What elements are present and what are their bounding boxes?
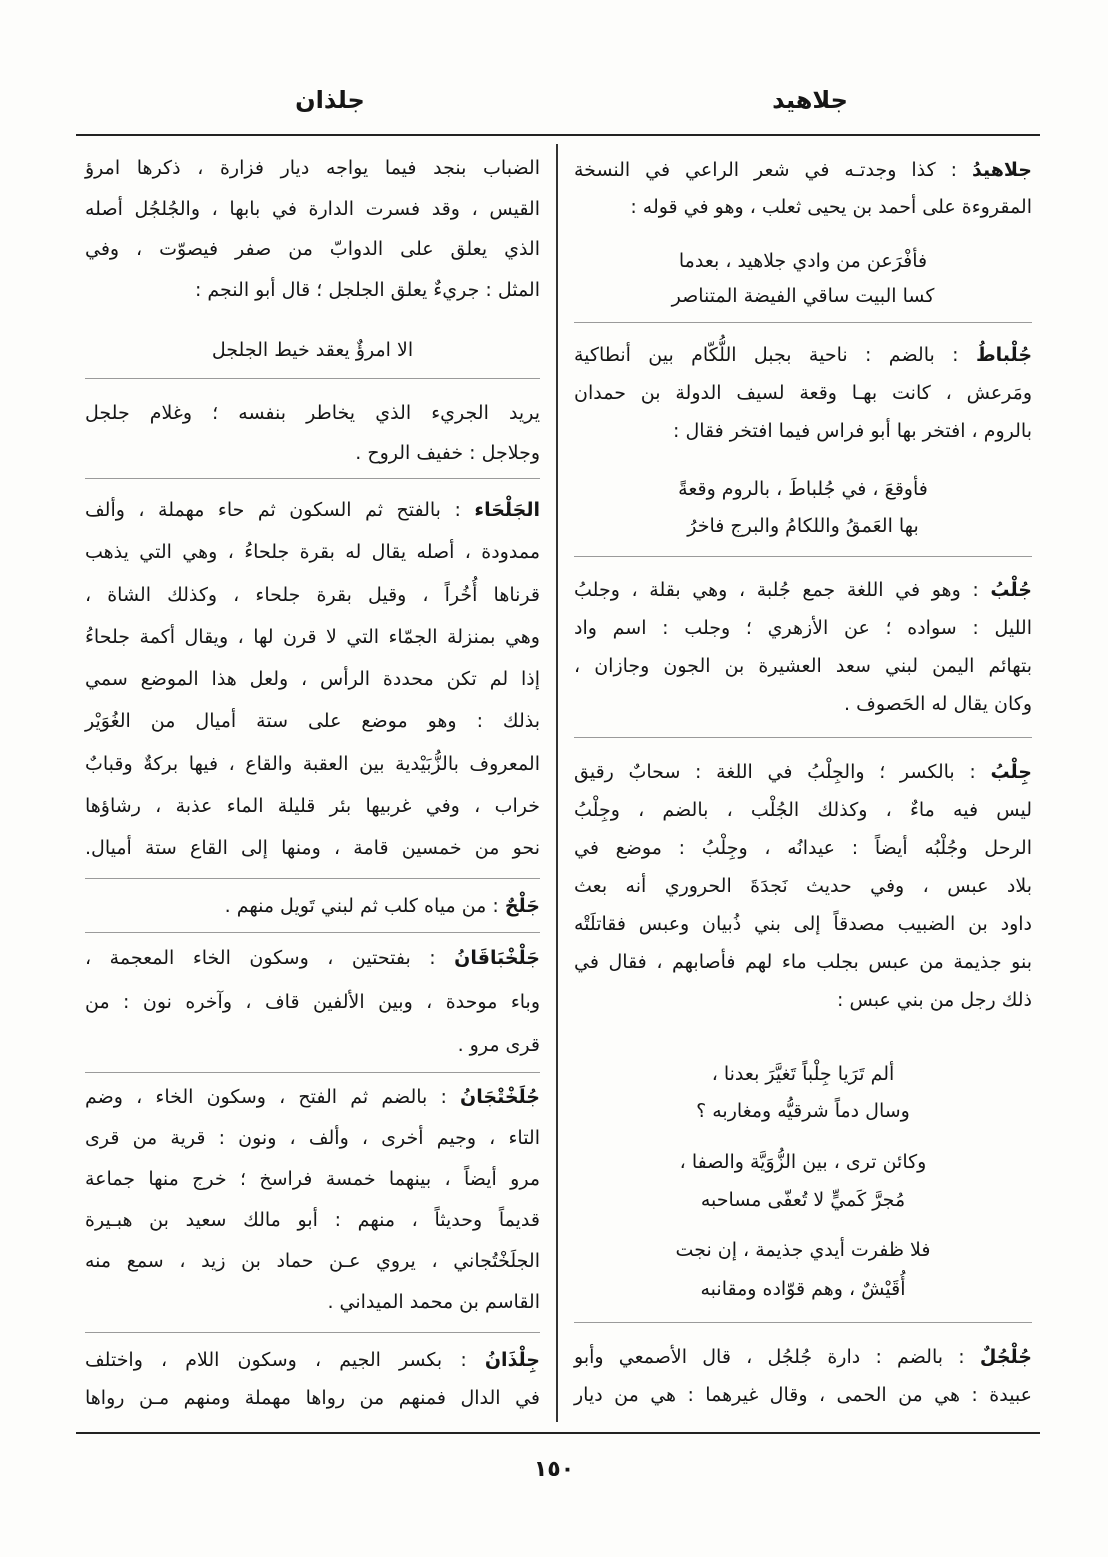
verse-line: فأفْرَعن من وادي جلاهيد ، بعدما xyxy=(678,250,928,272)
entry-line: الذي يعلق على الدوابّ من صفر فيصوّت ، وفي xyxy=(85,238,540,260)
verse-line: ألم تَرَيا جِلْباً تَغيَّرَ بعدنا ، xyxy=(711,1063,895,1085)
entry-line: الرحل وجُلْبُه أيضاً : عيدانُه ، وجِلْبُ : موضع في xyxy=(574,837,1032,859)
entry-text: : بالضم : ناحية بجبل اللُّكّام بين أنطاكية xyxy=(574,344,959,366)
entry-line xyxy=(574,753,1032,791)
right-column xyxy=(574,0,1032,1420)
entry-separator xyxy=(85,1332,540,1333)
entry-line xyxy=(574,336,1032,374)
verse-block xyxy=(574,1056,1032,1130)
entry-line: بلاد عبس ، وفي حديث نَجدَةَ الحروري أنه بعث xyxy=(574,875,1032,897)
entry-separator xyxy=(85,932,540,933)
entry-text: : من مياه كلب ثم لبني تَويل منهم . xyxy=(224,895,499,917)
verse-block xyxy=(574,244,1032,314)
entry-line: قديماً وحديثاً ، منهم : أبو مالك سعيد بن هبـيرة xyxy=(85,1209,540,1231)
entry-text: : بالكسر ؛ والجِلْبُ في اللغة : سحابٌ رقيق xyxy=(574,761,976,783)
entry-text: : كذا وجدتـه في شعر الراعي في النسخة xyxy=(574,159,957,181)
entry-headword: جلاهيدُ xyxy=(971,159,1032,181)
verse-block xyxy=(574,471,1032,545)
entry-headword: جِلْذَانُ xyxy=(484,1349,540,1371)
entry-line xyxy=(574,1338,1032,1376)
entry-headword: جُلْجُلٌ xyxy=(979,1346,1032,1368)
entry-headword: جُلْبُ xyxy=(990,579,1032,601)
entry-line: المعروف بالزُّبَيْدية بين العقبة والقاع ، فيها بركةٌ وقبابٌ xyxy=(85,752,540,775)
entry-line: بتهائم اليمن لبني سعد العشيرة بن الجون وجازان ، xyxy=(574,655,1032,677)
entry-line: بذلك : وهو موضع على ستة أميال من الغُوَيْر xyxy=(85,710,540,733)
dictionary-entry xyxy=(574,1338,1032,1414)
left-column xyxy=(85,0,540,1420)
entry-line: الليل : سواده ؛ عن الأزهري ؛ وجلب : اسم واد xyxy=(574,617,1032,639)
entry-line: قرى مرو . xyxy=(457,1034,540,1056)
entry-line: إذا لم تكن محددة الرأس ، ولعل هذا الموضع سمي xyxy=(85,668,540,690)
entry-line: الجلَخْتُجاني ، يروي عـن حماد بن زيد ، سمع منه xyxy=(85,1250,540,1272)
verse-line: كسا البيت ساقي الفيضة المتناصر xyxy=(671,285,935,307)
entry-headword: الجَلْحَاء xyxy=(474,499,540,521)
running-header-left: جلذان xyxy=(295,86,365,114)
entry-line: ليس فيه ماءٌ ، وكذلك الجُلْب ، بالضم ، وجِلْبُ xyxy=(574,799,1032,821)
dictionary-entry xyxy=(574,571,1032,723)
entry-line: التاء ، وجيم أخرى ، وألف ، ونون : قرية من قرى xyxy=(85,1127,540,1149)
entry-text: : بالفتح ثم السكون ثم حاء مهملة ، وألف xyxy=(85,499,461,521)
entry-line: يريد الجريء الذي يخاطر بنفسه ؛ وغلام جلجل xyxy=(85,402,540,424)
entry-line: قرناها أُخُراً ، وقيل بقرة جلحاء ، وكذلك الشاة ، xyxy=(85,583,540,606)
entry-text: : بكسر الجيم ، وسكون اللام ، واختلف xyxy=(85,1349,467,1371)
entry-line: القيس ، وقد فسرت الدارة في بابها ، والجُلجُل أصله xyxy=(85,197,540,220)
entry-line: المثل : جريءٌ يعلق الجلجل ؛ قال أبو النجم : xyxy=(194,278,540,301)
entry-line xyxy=(85,887,540,925)
entry-separator xyxy=(574,1322,1032,1323)
running-header-right: جلاهيد xyxy=(772,86,848,114)
verse-line: الا امرؤٌ يعقد خيط الجلجل xyxy=(211,339,414,361)
entry-line: نحو من خمسين قامة ، ومنها إلى القاع ستة أميال. xyxy=(85,837,540,859)
entry-separator xyxy=(574,556,1032,557)
entry-separator xyxy=(85,478,540,479)
dictionary-entry xyxy=(85,148,540,310)
entry-line: وباء موحدة ، وبين الألفين قاف ، وآخره نون : من xyxy=(85,990,540,1013)
entry-headword: جُلَخْتْجَانُ xyxy=(460,1086,540,1108)
dictionary-entry xyxy=(85,489,540,869)
verse-block xyxy=(574,1231,1032,1309)
entry-text: : وهو في اللغة جمع جُلبة ، وهي بقلة ، وجلبُ xyxy=(574,579,979,601)
page-number: ١٥٠ xyxy=(533,1457,575,1482)
verse-line: بها العَمقُ واللكامُ والبرج فاخرُ xyxy=(687,515,919,537)
verse-line: مُجرَّ كَميٍّ لا تُعفّى مساحبه xyxy=(700,1189,906,1211)
dictionary-entry xyxy=(574,336,1032,450)
verse-line: فلا ظفرت أيدي جذيمة ، إن نجت xyxy=(675,1239,931,1261)
entry-separator xyxy=(574,737,1032,738)
entry-line: القاسم بن محمد الميداني . xyxy=(327,1291,540,1313)
dictionary-entry xyxy=(85,393,540,473)
entry-line: داود بن الضبيب مصدقاً إلى بني ذُبيان وعبس فقاتلَتْه xyxy=(574,913,1032,935)
verse-line: وكائن ترى ، بين الزُّوَيَّة والصفا ، xyxy=(679,1151,927,1173)
entry-line xyxy=(85,1341,540,1379)
dictionary-entry xyxy=(574,753,1032,1019)
entry-line: وجلاجل : خفيف الروح . xyxy=(355,442,540,464)
entry-line: ممدودة ، أصله يقال له بقرة جلحاءُ ، وهي التي يذهب xyxy=(85,541,540,564)
entry-line: خراب ، وفي غربيها بئر قليلة الماء عذبة ، رشاؤها xyxy=(85,794,540,817)
entry-text: : بالضم : دارة جُلجُل ، قال الأصمعي وأبو xyxy=(574,1346,965,1368)
entry-headword: جَلْحٌ xyxy=(504,895,540,917)
entry-separator xyxy=(85,378,540,379)
verse-line: فأوقعَ ، في جُلباطَ ، بالروم وقعةً xyxy=(678,478,928,500)
entry-line: بنو جذيمة من عبس بجلب ماء لهم فأصابهم ، فقال في xyxy=(574,951,1032,973)
entry-line: ومَرعش ، كانت بهـا وقعة لسيف الدولة بن حمدان xyxy=(574,382,1032,404)
entry-line: وهي بمنزلة الجمّاء التي لا قرن لها ، ويقال أكمة جلحاءُ xyxy=(85,625,540,648)
verse-block xyxy=(85,332,540,368)
dictionary-entry xyxy=(85,1341,540,1417)
dictionary-entry xyxy=(574,152,1032,226)
entry-line: مرو أيضاً ، بينهما خمسة فراسخ ؛ خرج منها جماعة xyxy=(85,1168,540,1190)
entry-headword: جُلْباطُ xyxy=(975,344,1033,366)
verse-block xyxy=(574,1143,1032,1219)
entry-line xyxy=(85,937,540,981)
entry-headword: جِلْبُ xyxy=(990,761,1032,783)
entry-line: المقروءة على أحمد بن يحيى ثعلب ، وهو في قوله : xyxy=(630,196,1032,218)
column-divider xyxy=(556,144,558,1422)
entry-line: ذلك رجل من بني عبس : xyxy=(837,989,1032,1011)
dictionary-entry xyxy=(85,937,540,1068)
entry-separator xyxy=(85,1072,540,1073)
entry-line: في الدال فمنهم من رواها مهملة ومنهم مـن رواها xyxy=(85,1387,540,1409)
entry-line: الضباب بنجد فيما يواجه ديار فزارة ، ذكرها امرؤ xyxy=(85,157,540,179)
footer-rule xyxy=(76,1432,1040,1434)
dictionary-entry xyxy=(85,1077,540,1323)
entry-separator xyxy=(574,322,1032,323)
entry-text: : بالضم ثم الفتح ، وسكون الخاء ، وضم xyxy=(85,1086,447,1108)
entry-line xyxy=(85,489,540,531)
entry-text: : بفتحتين ، وسكون الخاء المعجمة ، xyxy=(85,947,436,969)
entry-line: وكان يقال له الحَصوف . xyxy=(844,693,1032,715)
entry-line xyxy=(574,571,1032,609)
entry-line xyxy=(574,152,1032,189)
verse-line: وسال دماً شرقيُّه ومغاربه ؟ xyxy=(696,1100,910,1122)
entry-line: بالروم ، افتخر بها أبو فراس فيما افتخر فقال : xyxy=(673,420,1032,442)
dictionary-entry xyxy=(85,887,540,925)
verse-line: أُقَيْشٌ ، وهم قوّاده ومقانبه xyxy=(700,1278,906,1300)
entry-separator xyxy=(85,878,540,879)
entry-headword: جَلْخْبَاقَانُ xyxy=(454,947,540,969)
entry-line xyxy=(85,1077,540,1118)
entry-line: عبيدة : هي من الحمى ، وقال غيرهما : هي من ديار xyxy=(574,1384,1032,1406)
